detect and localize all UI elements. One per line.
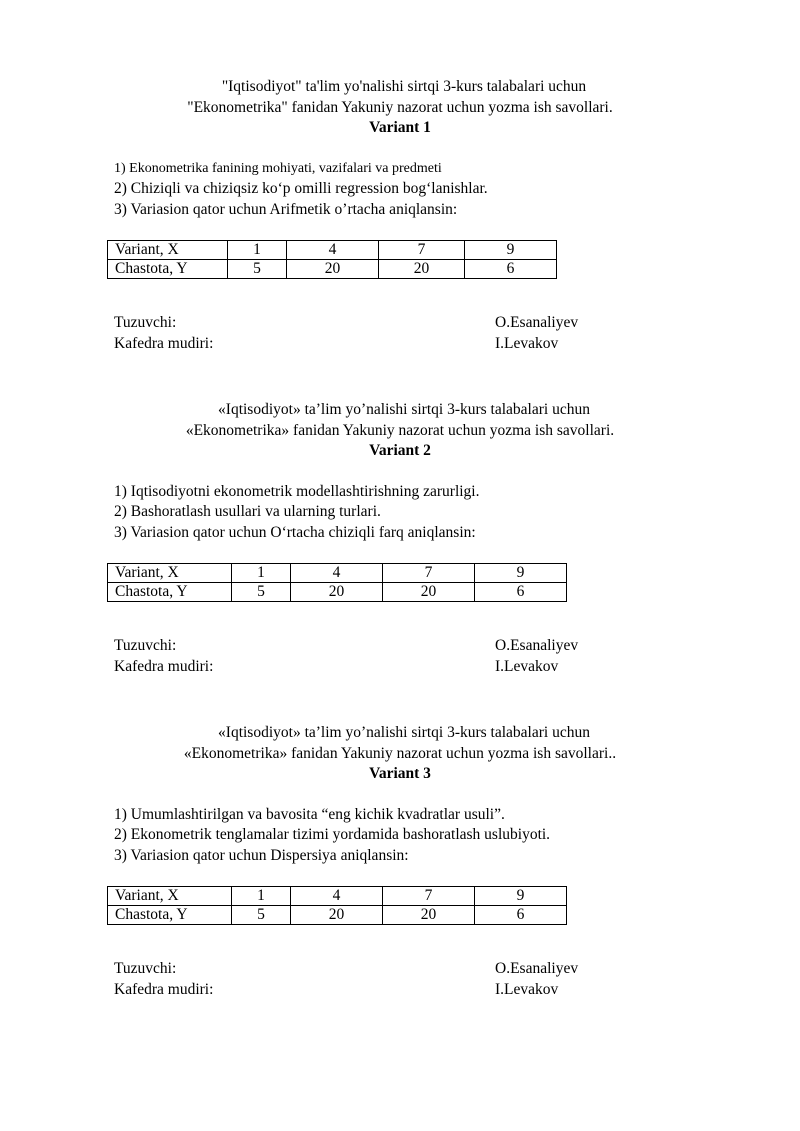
- department-head-name: I.Levakov: [495, 334, 559, 352]
- table-cell: 5: [232, 906, 291, 925]
- variant-title: Variant 1: [369, 119, 431, 136]
- question-list: [114, 482, 800, 544]
- table-cell: 9: [475, 564, 567, 583]
- table-cell: 9: [475, 887, 567, 906]
- compiler-label: Tuzuvchi:: [114, 314, 177, 331]
- question-list: [114, 159, 800, 221]
- variant-3-header: [0, 723, 800, 785]
- question-list: [114, 805, 800, 867]
- department-head-label: Kafedra mudiri:: [114, 334, 214, 352]
- table-cell: 7: [383, 564, 475, 583]
- question-item: 1) Ekonometrika fanining mohiyati, vazifalari va predmeti: [114, 160, 442, 176]
- table-row: [108, 564, 567, 583]
- header-line-1: «Iqtisodiyot» ta’lim yo’nalishi sirtqi 3-kurs talabalari uchun: [218, 724, 590, 741]
- question-item: 3) Variasion qator uchun Arifmetik o’rtacha aniqlansin:: [114, 200, 458, 218]
- table-cell: 20: [383, 906, 475, 925]
- table-cell: 7: [379, 241, 465, 260]
- table-cell: Chastota, Y: [108, 260, 228, 279]
- variant-1-header: [0, 77, 800, 139]
- table-row: [108, 241, 557, 260]
- variant-title: Variant 3: [369, 765, 431, 782]
- compiler-label: Tuzuvchi:: [114, 637, 177, 654]
- header-line-1: «Iqtisodiyot» ta’lim yo’nalishi sirtqi 3-kurs talabalari uchun: [218, 401, 590, 418]
- table-cell: 9: [465, 241, 557, 260]
- table-row: [108, 887, 567, 906]
- variant-title: Variant 2: [369, 442, 431, 459]
- frequency-table: [107, 563, 567, 602]
- table-cell: 7: [383, 887, 475, 906]
- table-cell: 5: [232, 583, 291, 602]
- table-cell: 1: [232, 564, 291, 583]
- table-cell: 4: [287, 241, 379, 260]
- question-item: 2) Bashoratlash usullari va ularning turlari.: [114, 503, 381, 520]
- question-item: 2) Ekonometrik tenglamalar tizimi yordamida bashoratlash uslubiyoti.: [114, 826, 551, 843]
- table-row: [108, 906, 567, 925]
- question-item: 3) Variasion qator uchun O‘rtacha chiziqli farq aniqlansin:: [114, 523, 476, 541]
- frequency-table: [107, 886, 567, 925]
- header-line-2: "Ekonometrika" fanidan Yakuniy nazorat uchun yozma ish savollari.: [187, 98, 613, 116]
- department-head-label: Kafedra mudiri:: [114, 657, 214, 675]
- table-cell: 6: [475, 906, 567, 925]
- question-item: 1) Iqtisodiyotni ekonometrik modellashtirishning zarurligi.: [114, 482, 480, 500]
- table-cell: 20: [291, 583, 383, 602]
- table-cell: 4: [291, 564, 383, 583]
- table-row: [108, 260, 557, 279]
- table-cell: 4: [291, 887, 383, 906]
- header-line-2: «Ekonometrika» fanidan Yakuniy nazorat uchun yozma ish savollari.: [185, 421, 615, 439]
- table-cell: Variant, X: [108, 241, 228, 260]
- variant-3-section: [0, 723, 800, 1000]
- table-cell: Variant, X: [108, 564, 232, 583]
- table-cell: 1: [232, 887, 291, 906]
- table-cell: 20: [287, 260, 379, 279]
- table-cell: 20: [291, 906, 383, 925]
- frequency-table: [107, 240, 557, 279]
- signature-block: [114, 636, 800, 677]
- signature-block: [114, 313, 800, 354]
- signature-block: [114, 959, 800, 1000]
- table-cell: 1: [228, 241, 287, 260]
- compiler-label: Tuzuvchi:: [114, 960, 177, 977]
- department-head-label: Kafedra mudiri:: [114, 980, 214, 998]
- table-cell: 6: [475, 583, 567, 602]
- compiler-name: O.Esanaliyev: [495, 637, 579, 654]
- table-cell: 20: [379, 260, 465, 279]
- table-cell: Chastota, Y: [108, 583, 232, 602]
- table-cell: Chastota, Y: [108, 906, 232, 925]
- variant-2-header: [0, 400, 800, 462]
- question-item: 1) Umumlashtirilgan va bavosita “eng kichik kvadratlar usuli”.: [114, 805, 505, 823]
- variant-1-section: [0, 77, 800, 354]
- table-cell: 20: [383, 583, 475, 602]
- department-head-name: I.Levakov: [495, 657, 559, 675]
- department-head-name: I.Levakov: [495, 980, 559, 998]
- table-cell: 5: [228, 260, 287, 279]
- table-cell: 6: [465, 260, 557, 279]
- table-cell: Variant, X: [108, 887, 232, 906]
- compiler-name: O.Esanaliyev: [495, 314, 579, 331]
- header-line-1: "Iqtisodiyot" ta'lim yo'nalishi sirtqi 3-kurs talabalari uchun: [221, 78, 587, 95]
- table-row: [108, 583, 567, 602]
- question-item: 3) Variasion qator uchun Dispersiya aniqlansin:: [114, 846, 409, 864]
- question-item: 2) Chiziqli va chiziqsiz ko‘p omilli regression bog‘lanishlar.: [114, 180, 488, 197]
- header-line-2: «Ekonometrika» fanidan Yakuniy nazorat uchun yozma ish savollari..: [183, 744, 617, 762]
- variant-2-section: [0, 400, 800, 677]
- compiler-name: O.Esanaliyev: [495, 960, 579, 977]
